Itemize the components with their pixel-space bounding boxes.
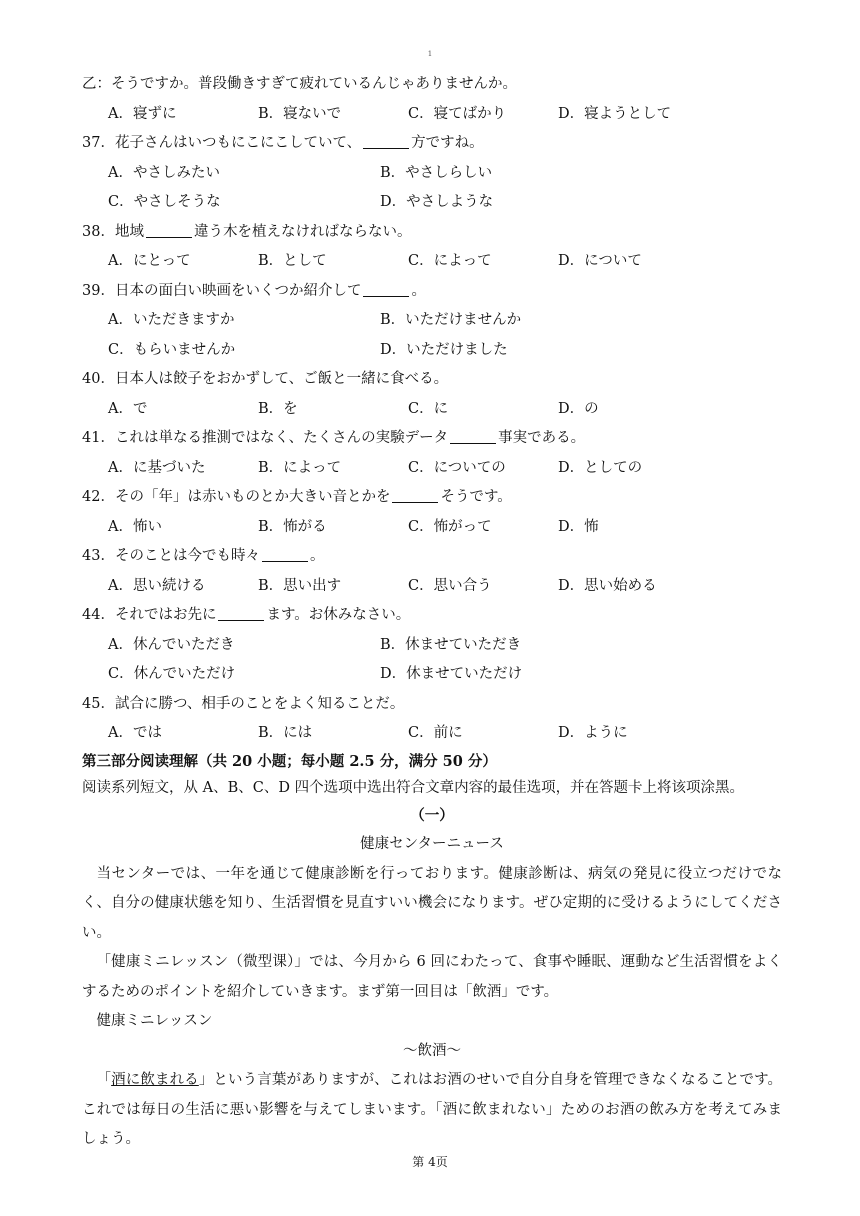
q40-option-a[interactable]: A．で <box>108 400 148 417</box>
q43-post: 。 <box>309 548 325 564</box>
page-footer: 第 4页 <box>412 1155 448 1169</box>
q41-post: 事実である。 <box>498 430 586 446</box>
q45-options <box>82 719 782 749</box>
q37-pre: 37．花子さんはいつもにこにこしていて、 <box>82 135 362 151</box>
q38-option-c[interactable]: C．によって <box>408 253 492 269</box>
q42-option-b[interactable]: B．怖がる <box>258 518 327 535</box>
section3-instructions: 阅读系列短文，从 A、B、C、D 四个选项中选出符合文章内容的最佳选项，并在答题卡上将该项涂黑。 <box>82 779 745 796</box>
q42-options <box>82 513 782 543</box>
q41-pre: 41．これは単なる推測ではなく、たくさんの実験データ <box>82 430 449 446</box>
q45-stem: 45．試合に勝つ、相手のことをよく知ることだ。 <box>82 695 405 712</box>
q44-option-c[interactable]: C．休んでいただけ <box>108 666 236 682</box>
q40-option-b[interactable]: B．を <box>258 400 298 417</box>
q43-pre: 43．そのことは今でも時々 <box>82 548 260 564</box>
q36-option-a[interactable]: A．寝ずに <box>108 105 177 122</box>
passage-paragraph-2: 「健康ミニレッスン（微型课）」では、今月から 6 回にわたって、食事や睡眠、運動など生活習慣をよくするためのポイントを紹介していきます。まず第一回目は「飲酒」です。 <box>82 954 782 1000</box>
q36-options <box>82 100 782 130</box>
page-mark: 1 <box>427 50 433 58</box>
q39-options-row1 <box>82 306 782 336</box>
q44-stem <box>82 601 782 631</box>
q37-option-b[interactable]: B．やさしらしい <box>380 164 493 181</box>
passage-number: （一） <box>410 806 454 824</box>
q40-option-c[interactable]: C．に <box>408 400 449 417</box>
q39-pre: 39．日本の面白い映画をいくつか紹介して <box>82 282 362 299</box>
q37-options-row1 <box>82 159 782 189</box>
q41-option-c[interactable]: C．についての <box>408 459 506 476</box>
q44-option-d[interactable]: D．休ませていただけ <box>380 666 523 682</box>
q38-post: 違う木を植えなければならない。 <box>193 223 412 240</box>
q40-options <box>82 395 782 425</box>
q42-pre: 42．その「年」は赤いものとか大きい音とかを <box>82 489 391 505</box>
q39-post: 。 <box>411 282 426 299</box>
q41-option-b[interactable]: B．によって <box>258 459 342 476</box>
q44-option-a[interactable]: A．休んでいただき <box>108 636 235 653</box>
passage-paragraph-1: 当センターでは、一年を通じて健康診断を行っております。健康診断は、病気の発見に役立つだけでなく、自分の健康状態を知り、生活習慣を見直すいい機会になります。ぜひ定期的に受けるようにしてください。 <box>82 865 782 941</box>
q41-option-a[interactable]: A．に基づいた <box>108 459 206 476</box>
q45-option-b[interactable]: B．には <box>258 725 313 741</box>
q39-option-a[interactable]: A．いただきますか <box>108 312 235 328</box>
q45-option-c[interactable]: C．前に <box>408 725 463 741</box>
q44-pre: 44．それではお先に <box>82 607 217 623</box>
q42-option-d[interactable]: D．怖 <box>558 518 599 535</box>
q42-option-c[interactable]: C．怖がって <box>408 518 492 535</box>
q37-option-a[interactable]: A．やさしみたい <box>108 164 220 181</box>
q38-option-a[interactable]: A．にとって <box>108 253 191 269</box>
q44-post: ます。お休みなさい。 <box>266 607 411 623</box>
q36-option-b[interactable]: B．寝ないで <box>258 105 342 122</box>
q38-blank <box>146 221 192 238</box>
q40-option-d[interactable]: D．の <box>558 400 599 417</box>
q41-options <box>82 454 782 484</box>
q43-option-d[interactable]: D．思い始める <box>558 577 657 594</box>
q36-option-d[interactable]: D．寝ようとして <box>558 105 672 122</box>
q39-option-c[interactable]: C．もらいませんか <box>108 341 236 358</box>
q38-stem <box>82 218 782 248</box>
passage-title: 健康センターニュース <box>360 836 504 852</box>
q37-blank <box>363 132 409 149</box>
q43-option-a[interactable]: A．思い続ける <box>108 577 206 594</box>
lesson-label: 健康ミニレッスン <box>96 1013 213 1029</box>
q37-post: 方ですね。 <box>411 135 484 151</box>
q38-options <box>82 247 782 277</box>
q44-options-row1 <box>82 631 782 661</box>
q43-stem <box>82 542 782 572</box>
q41-stem <box>82 424 782 454</box>
q40-stem: 40．日本人は餃子をおかずして、ご飯と一緒に食べる。 <box>82 371 449 387</box>
q39-stem <box>82 277 782 307</box>
q39-blank <box>363 280 409 297</box>
q39-option-b[interactable]: B．いただけませんか <box>380 312 522 328</box>
q42-blank <box>392 486 438 503</box>
q45-option-a[interactable]: A．では <box>108 725 162 741</box>
q41-option-d[interactable]: D．としての <box>558 459 643 476</box>
q42-option-a[interactable]: A．怖い <box>108 518 162 535</box>
q37-option-c[interactable]: C．やさしそうな <box>108 194 221 210</box>
q38-pre: 38．地域 <box>82 223 144 240</box>
para3-open-quote: 「 <box>96 1072 112 1088</box>
q39-option-d[interactable]: D．いただけました <box>380 341 508 358</box>
q44-options-row2 <box>82 660 782 690</box>
dialogue-line: 乙：そうですか。普段働きすぎて疲れているんじゃありませんか。 <box>82 76 517 92</box>
lesson-subtitle: ～飲酒～ <box>403 1042 461 1059</box>
q43-blank <box>262 545 308 562</box>
q42-stem <box>82 483 782 513</box>
section3-title: 第三部分阅读理解（共 20 小题；每小题 2.5 分，满分 50 分） <box>82 752 497 770</box>
q36-option-c[interactable]: C．寝てばかり <box>408 105 507 122</box>
q41-blank <box>450 427 496 444</box>
q44-option-b[interactable]: B．休ませていただき <box>380 636 522 653</box>
q38-option-b[interactable]: B．として <box>258 253 327 269</box>
q43-options <box>82 572 782 602</box>
q45-option-d[interactable]: D．ように <box>558 725 628 741</box>
content <box>82 70 782 1155</box>
q38-option-d[interactable]: D．について <box>558 253 642 269</box>
q43-option-b[interactable]: B．思い出す <box>258 577 342 594</box>
q37-option-d[interactable]: D．やさしような <box>380 194 494 210</box>
para3-underlined-phrase: 酒に飲まれる <box>111 1072 199 1088</box>
q39-options-row2 <box>82 336 782 366</box>
q44-blank <box>218 604 264 621</box>
q42-post: そうです。 <box>440 489 512 505</box>
q43-option-c[interactable]: C．思い合う <box>408 577 492 594</box>
passage-paragraph-3 <box>82 1066 782 1155</box>
para3-rest: 」という言葉がありますが、これはお酒のせいで自分自身を管理できなくなることです。これでは毎日の生活に悪い影響を与えてしまいます。「酒に飲まれない」ためのお酒の飲み方を考えてみましょう。 <box>82 1072 783 1147</box>
q37-stem <box>82 129 782 159</box>
q37-options-row2 <box>82 188 782 218</box>
